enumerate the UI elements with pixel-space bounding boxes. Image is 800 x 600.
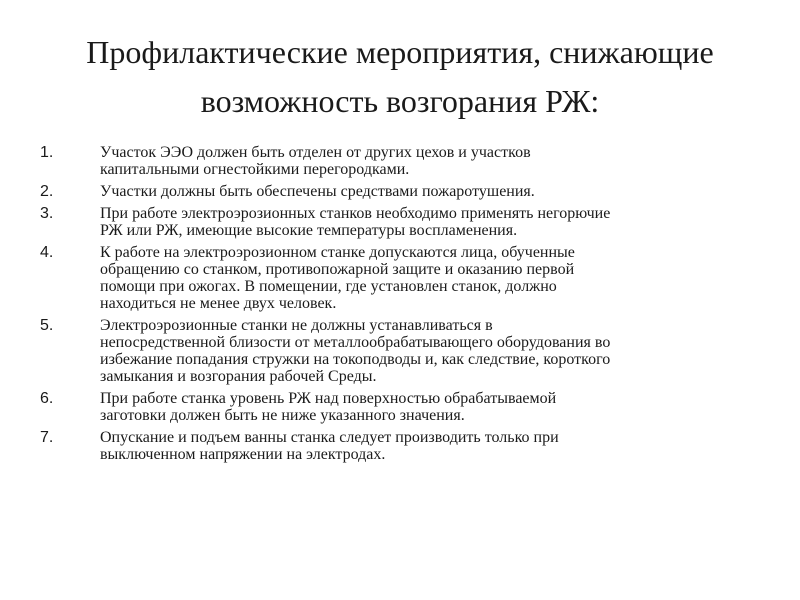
list-item-5	[40, 317, 780, 385]
list-item-number: 7.	[40, 429, 54, 446]
text-line: Электроэрозионные станки не должны устанавливаться в	[100, 317, 493, 334]
slide-title-line-2: возможность возгорания РЖ:	[200, 83, 600, 119]
text-line: Участки должны быть обеспечены средствами пожаротушения.	[100, 183, 535, 200]
text-line: При работе станка уровень РЖ над поверхностью обрабатываемой	[100, 390, 557, 407]
list-item-number: 6.	[40, 390, 54, 407]
list-item-3	[40, 205, 780, 239]
list-item-1	[40, 144, 780, 178]
list-item-text	[100, 244, 780, 312]
text-line: Опускание и подъем ванны станка следует производить только при	[100, 429, 559, 446]
list-item-4	[40, 244, 780, 312]
list-item-7	[40, 429, 780, 463]
list-item-number: 1.	[40, 144, 54, 161]
list-item-text	[100, 390, 780, 424]
list-item-text	[100, 429, 780, 463]
text-line: помощи при ожогах. В помещении, где установлен станок, должно	[100, 278, 557, 295]
list-item-2	[40, 183, 780, 200]
text-line: капитальными огнестойкими перегородками.	[100, 161, 410, 178]
text-line: заготовки должен быть не ниже указанного значения.	[100, 407, 465, 424]
list-item-number: 2.	[40, 183, 54, 200]
text-line: выключенном напряжении на электродах.	[100, 446, 386, 463]
text-line: непосредственной близости от металлообрабатывающего оборудования во	[100, 334, 611, 351]
slide-title-line-1: Профилактические мероприятия, снижающие	[86, 34, 714, 70]
list-item-text	[100, 205, 780, 239]
text-line: К работе на электроэрозионном станке допускаются лица, обученные	[100, 244, 575, 261]
list-item-6	[40, 390, 780, 424]
list-item-text	[100, 144, 780, 178]
text-line: избежание попадания стружки на токоподводы и, как следствие, короткого	[100, 351, 611, 368]
numbered-list	[40, 144, 780, 468]
list-item-number: 5.	[40, 317, 54, 334]
text-line: Участок ЭЭО должен быть отделен от других цехов и участков	[100, 144, 531, 161]
slide-title	[20, 28, 780, 126]
text-line: замыкания и возгорания рабочей Среды.	[100, 368, 377, 385]
list-item-text	[100, 183, 780, 200]
text-line: находиться не менее двух человек.	[100, 295, 337, 312]
text-line: обращению со станком, противопожарной защите и оказанию первой	[100, 261, 575, 278]
text-line: При работе электроэрозионных станков необходимо применять негорючие	[100, 205, 611, 222]
list-item-number: 3.	[40, 205, 54, 222]
list-item-number: 4.	[40, 244, 54, 261]
text-line: РЖ или РЖ, имеющие высокие температуры воспламенения.	[100, 222, 518, 239]
list-item-text	[100, 317, 780, 385]
